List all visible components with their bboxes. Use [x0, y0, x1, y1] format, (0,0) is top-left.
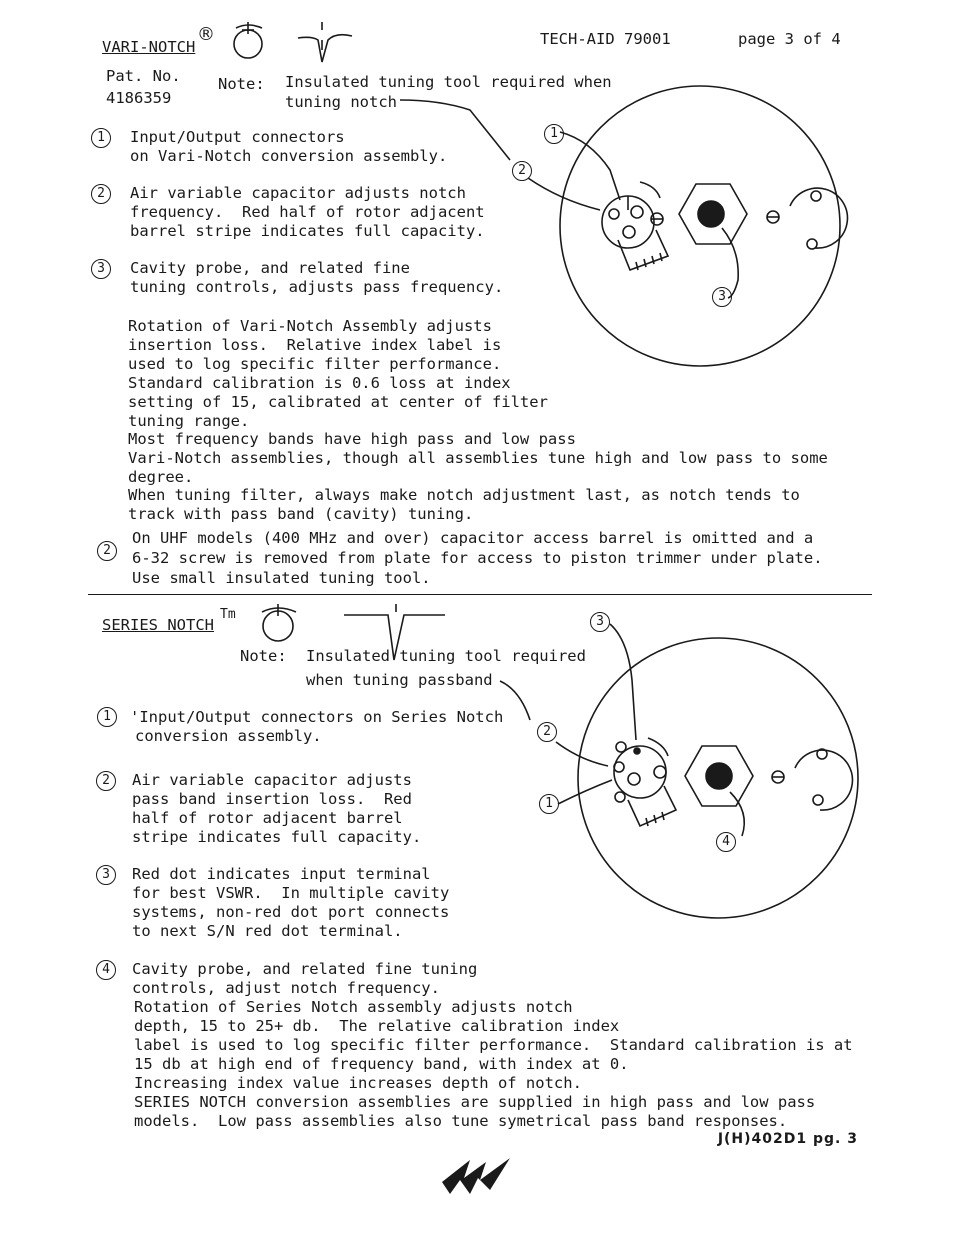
item-text: frequency. Red half of rotor adjacent — [130, 203, 485, 221]
item-number-badge: 3 — [91, 259, 111, 279]
patent-label: Pat. No. — [106, 67, 181, 85]
leader-line — [400, 100, 510, 160]
item-text: to next S/N red dot terminal. — [132, 922, 403, 940]
leader-line — [610, 624, 636, 740]
uhf-note-line: On UHF models (400 MHz and over) capacitor access barrel is omitted and a — [132, 529, 814, 547]
paragraph-line: Rotation of Series Notch assembly adjusts notch — [134, 998, 573, 1016]
diagram-callout: 1 — [539, 794, 559, 814]
item-text: Input/Output connectors — [130, 128, 345, 146]
note-text-line1: Insulated tuning tool required when — [285, 73, 612, 91]
paragraph-line: track with pass band (cavity) tuning. — [128, 505, 474, 523]
paragraph-line: Rotation of Vari-Notch Assembly adjusts — [128, 317, 492, 335]
paragraph-line: setting of 15, calibrated at center of filter — [128, 393, 548, 411]
trademark-mark: Tm — [220, 607, 236, 622]
cavity-probe-assembly — [685, 746, 753, 806]
item-number-badge: 2 — [97, 541, 117, 561]
item-text: stripe indicates full capacity. — [132, 828, 422, 846]
paragraph-line: tuning range. — [128, 412, 250, 430]
patent-number: 4186359 — [106, 89, 172, 107]
item-text: on Vari-Notch conversion assembly. — [130, 147, 448, 165]
uhf-note-line: 6-32 screw is removed from plate for access to piston trimmer under plate. — [132, 549, 823, 567]
tuning-knob-icon — [262, 604, 296, 641]
diagram-callout: 4 — [716, 832, 736, 852]
item-number-badge: 2 — [91, 184, 111, 204]
item-text: tuning controls, adjusts pass frequency. — [130, 278, 504, 296]
notch-response-icon — [344, 604, 445, 660]
section-title: SERIES NOTCH — [102, 616, 214, 634]
paragraph-line: Standard calibration is 0.6 loss at index — [128, 374, 511, 392]
paragraph-line: models. Low pass assemblies also tune symetrical pass band responses. — [134, 1112, 788, 1130]
item-number-badge: 1 — [97, 707, 117, 727]
paragraph-line: Vari-Notch assemblies, though all assemblies tune high and low pass to some — [128, 449, 828, 467]
item-text: Cavity probe, and related fine tuning — [132, 960, 478, 978]
note-text-line1: Insulated tuning tool required — [306, 647, 586, 665]
diagram-callout: 2 — [537, 722, 557, 742]
leader-line — [560, 132, 620, 200]
item-number-badge: 2 — [96, 771, 116, 791]
paragraph-line: insertion loss. Relative index label is — [128, 336, 502, 354]
note-text-line2: tuning notch — [285, 93, 397, 111]
item-number-badge: 4 — [96, 960, 116, 980]
tuning-knob-icon — [234, 22, 262, 58]
diagram-callout: 2 — [512, 161, 532, 181]
page-title: VARI-NOTCH — [102, 38, 196, 56]
footer-code: J(H)402D1 pg. 3 — [717, 1131, 858, 1147]
diagram-callout: 1 — [544, 124, 564, 144]
paragraph-line: SERIES NOTCH conversion assemblies are supplied in high pass and low pass — [134, 1093, 816, 1111]
paragraph-line: depth, 15 to 25+ db. The relative calibration index — [134, 1017, 620, 1035]
registered-mark: ® — [197, 24, 215, 45]
paragraph-line: 15 db at high end of frequency band, with index at 0. — [134, 1055, 629, 1073]
item-text: Air variable capacitor adjusts notch — [130, 184, 466, 202]
page-number: page 3 of 4 — [738, 30, 841, 48]
item-text: barrel stripe indicates full capacity. — [130, 222, 485, 240]
item-text: Air variable capacitor adjusts — [132, 771, 412, 789]
notch-response-icon — [298, 22, 352, 62]
paragraph-line: degree. — [128, 468, 194, 486]
company-logo — [442, 1158, 510, 1194]
uhf-note-line: Use small insulated tuning tool. — [132, 569, 431, 587]
paragraph-line: When tuning filter, always make notch adjustment last, as notch tends to — [128, 486, 800, 504]
item-number-badge: 1 — [91, 128, 111, 148]
item-text: Cavity probe, and related fine — [130, 259, 410, 277]
item-text: systems, non-red dot port connects — [132, 903, 450, 921]
leader-line — [722, 228, 738, 298]
leader-line — [500, 681, 530, 720]
item-text: Red dot indicates input terminal — [132, 865, 431, 883]
paragraph-line: Increasing index value increases depth of notch. — [134, 1074, 582, 1092]
item-text: for best VSWR. In multiple cavity — [132, 884, 450, 902]
capacitor-assembly — [602, 182, 668, 270]
connector-port — [772, 749, 852, 810]
paragraph-line: label is used to log specific filter performance. Standard calibration is at — [134, 1036, 853, 1054]
connector-port — [767, 188, 847, 249]
item-text: pass band insertion loss. Red — [132, 790, 412, 808]
diagram-callout: 3 — [712, 287, 732, 307]
note-label: Note: — [218, 75, 265, 93]
note-label: Note: — [240, 647, 287, 665]
diagram-callout: 3 — [590, 612, 610, 632]
doc-id: TECH-AID 79001 — [540, 30, 671, 48]
item-text: conversion assembly. — [135, 727, 322, 745]
leader-line — [730, 792, 744, 836]
item-text: half of rotor adjacent barrel — [132, 809, 403, 827]
capacitor-assembly — [614, 738, 676, 826]
note-text-line2: when tuning passband — [306, 671, 493, 689]
paragraph-line: Most frequency bands have high pass and low pass — [128, 430, 576, 448]
item-number-badge: 3 — [96, 865, 116, 885]
leader-line — [558, 780, 612, 804]
paragraph-line: used to log specific filter performance. — [128, 355, 502, 373]
item-text: 'Input/Output connectors on Series Notch — [130, 708, 504, 726]
item-text: controls, adjust notch frequency. — [132, 979, 440, 997]
cavity-probe-assembly — [679, 184, 747, 244]
